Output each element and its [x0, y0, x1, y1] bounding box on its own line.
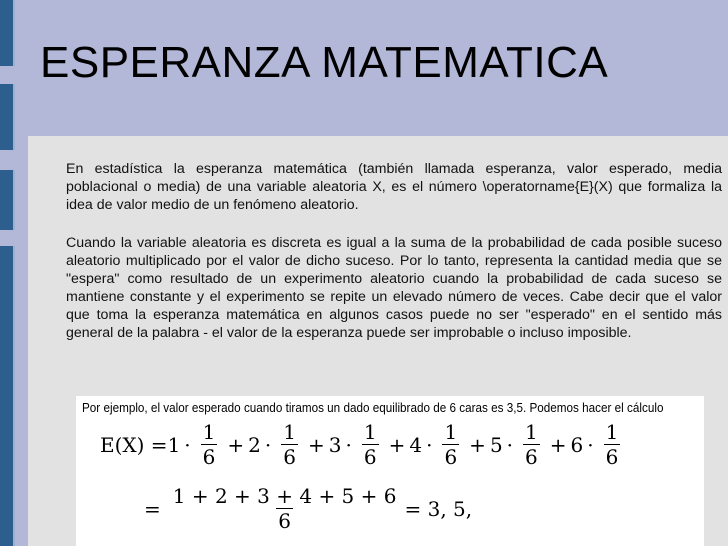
- content-panel: [28, 136, 728, 546]
- multiply-dot: ·: [345, 432, 352, 457]
- fraction-denominator: 6: [525, 445, 538, 469]
- multiply-dot: ·: [264, 432, 272, 457]
- fraction-denominator: 6: [202, 445, 216, 469]
- term-coefficient: 4: [409, 432, 423, 457]
- example-text: Por ejemplo, el valor esperado cuando tiramos un dado equilibrado de 6 caras es 3,5. Podemos hacer el cálculo: [82, 400, 664, 415]
- multiply-dot: ·: [426, 432, 433, 457]
- plus-sign: +: [469, 432, 486, 457]
- term-coefficient: 5: [489, 432, 503, 457]
- sum-equation: [140, 484, 472, 533]
- fraction-denominator: 6: [363, 445, 377, 469]
- left-accent-bar: [0, 84, 15, 150]
- fraction-numerator: 1: [525, 420, 538, 444]
- example-box: [76, 396, 704, 546]
- fraction-denominator: 6: [444, 445, 458, 469]
- term-coefficient: 2: [248, 432, 261, 457]
- term-fraction: [362, 420, 379, 469]
- sum-fraction: [171, 484, 399, 533]
- plus-sign: +: [307, 432, 325, 457]
- fraction-numerator: 1: [202, 420, 216, 444]
- multiply-dot: ·: [587, 432, 594, 457]
- sum-numerator: 1 + 2 + 3 + 4 + 5 + 6: [172, 484, 397, 508]
- equation-terms: [168, 420, 627, 469]
- left-accent-bar: [0, 170, 15, 230]
- slide-title: ESPERANZA MATEMATICA: [40, 38, 609, 87]
- term-fraction: [281, 420, 298, 469]
- fraction-numerator: 1: [444, 420, 458, 444]
- left-accent-bar: [0, 246, 15, 546]
- plus-sign: +: [549, 432, 567, 457]
- multiply-dot: ·: [506, 432, 514, 457]
- term-fraction: [604, 420, 621, 469]
- equation-lhs: E(X) =: [100, 432, 168, 457]
- discrete-case-paragraph: Cuando la variable aleatoria es discreta es igual a la suma de la probabilidad de cada posible suceso aleatorio multiplicado por el valor de dicho suceso. Por lo tanto, representa la cantidad media que se "espera" como resultado de un experimento aleatorio cuando la probabilidad de cada suceso se mantiene constante y el experimento se repite un elevado número de veces. Cabe decir que el valor que toma la esperanza matemática en algunos casos puede no ser "esperado" en el sentido más general de la palabra - el valor de la esperanza puede ser improbable o incluso imposible.: [66, 235, 722, 342]
- fraction-denominator: 6: [283, 445, 296, 469]
- expected-value-equation: [100, 420, 626, 469]
- fraction-numerator: 1: [605, 420, 619, 444]
- fraction-numerator: 1: [283, 420, 296, 444]
- plus-sign: +: [227, 432, 245, 457]
- left-accent-bar: [0, 0, 15, 66]
- term-coefficient: 6: [570, 432, 584, 457]
- fraction-denominator: 6: [605, 445, 619, 469]
- fraction-numerator: 1: [363, 420, 377, 444]
- term-fraction: [523, 420, 540, 469]
- sum-result: = 3, 5,: [404, 496, 473, 521]
- equals-sign: =: [144, 496, 161, 521]
- term-fraction: [442, 420, 459, 469]
- plus-sign: +: [388, 432, 406, 457]
- term-fraction: [201, 420, 218, 469]
- term-coefficient: 3: [328, 432, 342, 457]
- definition-paragraph: En estadística la esperanza matemática (también llamada esperanza, valor esperado, media poblacional o media) de una variable aleatoria X, es el número \operatorname{E}(X) que formaliza la idea de valor medio de un fenómeno aleatorio.: [66, 161, 722, 214]
- term-coefficient: 1: [167, 432, 181, 457]
- multiply-dot: ·: [184, 432, 191, 457]
- sum-denominator: 6: [278, 509, 291, 533]
